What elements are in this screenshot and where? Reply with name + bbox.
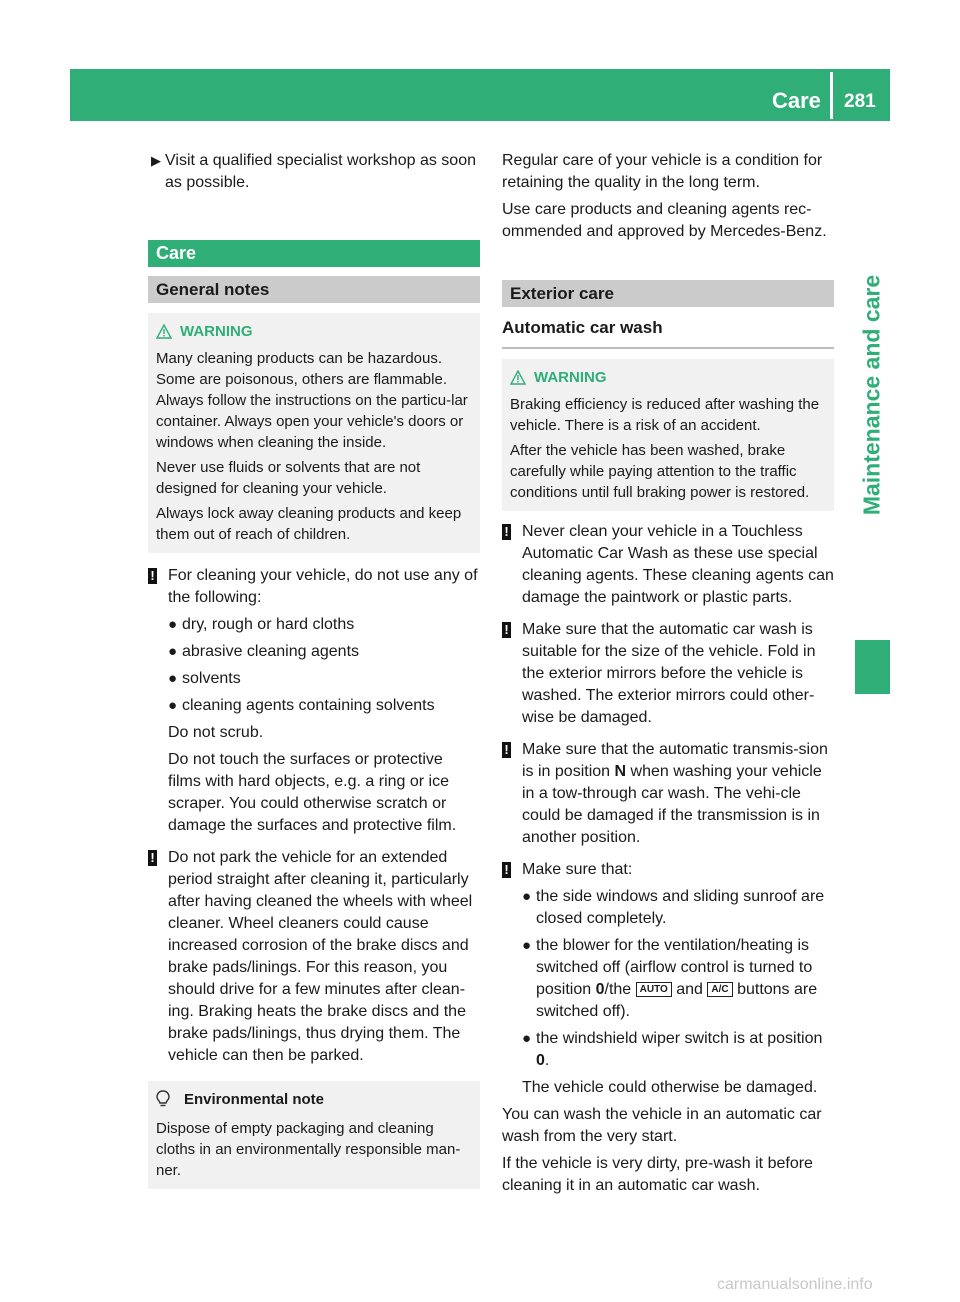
list-item-text: buttons are switched off). <box>536 981 818 1020</box>
header-separator <box>830 72 833 119</box>
warning-triangle-icon <box>510 370 526 391</box>
list-item-text: dry, rough or hard cloths <box>182 616 355 633</box>
note-text: Make sure that the automatic car wash is suitable for the size of the vehicle. Fold in the exterior mirrors before the vehicle is washed. The exterior mirrors could other-wise be damaged. <box>522 621 816 726</box>
header-title: Care <box>772 88 821 113</box>
bullet-icon: ● <box>168 616 178 633</box>
warning-text-1: Many cleaning products can be hazardous. Some are poisonous, others are flammable. Always follow the instructions on the particu-lar container. Always open your vehicle's doors or windows when cleaning the inside. <box>156 350 468 451</box>
exclamation-icon: ! <box>148 850 157 866</box>
bullet-icon: ● <box>522 937 532 954</box>
side-tab <box>855 150 889 640</box>
note-text: Make sure that: <box>522 861 633 878</box>
note-text: For cleaning your vehicle, do not use any of the following: <box>168 567 478 606</box>
list-item-text: and <box>671 981 708 998</box>
list-item <box>502 886 834 930</box>
section-general-notes: General notes <box>148 276 480 303</box>
page-number: 281 <box>844 91 876 112</box>
warning-text-3: Always lock away cleaning products and keep them out of reach of children. <box>156 505 462 543</box>
left-column <box>148 150 480 1189</box>
gear-position-n: N <box>614 763 627 780</box>
exclamation-icon: ! <box>502 862 511 878</box>
warning-title: WARNING <box>180 323 253 340</box>
note-item <box>502 859 834 1099</box>
bullet-icon: ● <box>522 1030 532 1047</box>
arrow-icon: ▶ <box>151 153 161 168</box>
note-text-part: when washing your vehicle in a tow-through car wash. The vehi-cle could be damaged if the transmission is in another position. <box>522 763 822 846</box>
side-tab-label: Maintenance and care <box>858 274 885 516</box>
list-item-text: solvents <box>182 670 241 687</box>
header-bar <box>70 69 890 121</box>
list-item-text: the side windows and sliding sunroof are closed completely. <box>536 888 825 927</box>
note-text: Do not touch the surfaces or protective films with hard objects, e.g. a ring or ice scraper. You could otherwise scratch or damage the surfaces and protective film. <box>168 751 457 834</box>
bullet-icon: ● <box>168 643 178 660</box>
list-item <box>502 935 834 1023</box>
bullet-icon: ● <box>522 888 532 905</box>
note-text: Do not scrub. <box>168 724 264 741</box>
environmental-note-heading <box>156 1089 472 1114</box>
position-zero: 0 <box>536 1052 545 1069</box>
note-item <box>502 739 834 849</box>
bullet-icon: ● <box>168 670 178 687</box>
environmental-note-box <box>148 1081 480 1189</box>
exclamation-icon: ! <box>502 742 511 758</box>
section-care: Care <box>148 240 480 267</box>
outro-text-2: If the vehicle is very dirty, pre-wash it before cleaning it in an automatic car wash. <box>502 1155 813 1194</box>
intro-text-2: Use care products and cleaning agents rec-ommended and approved by Mercedes-Benz. <box>502 201 827 240</box>
warning-box <box>148 313 480 553</box>
lightbulb-icon <box>156 1090 170 1114</box>
list-item-text: the blower for the ventilation/heating is switched off (airflow control is turned to position <box>536 937 813 998</box>
list-item-text: abrasive cleaning agents <box>182 643 360 660</box>
step-item <box>148 150 480 194</box>
warning-triangle-icon <box>156 324 172 345</box>
bullet-icon: ● <box>168 697 178 714</box>
warning-box <box>502 359 834 511</box>
note-text: Never clean your vehicle in a Touchless Automatic Car Wash as these use special cleaning agents. These cleaning agents can damage the paintwork or plastic parts. <box>522 523 834 606</box>
footer-watermark: carmanualsonline.info <box>717 1276 873 1293</box>
outro-text-1: You can wash the vehicle in an automatic car wash from the very start. <box>502 1106 822 1145</box>
note-item <box>148 565 480 837</box>
note-text-part: Make sure that the automatic transmis-sion is in position <box>522 741 828 780</box>
warning-text-2: Never use fluids or solvents that are not designed for cleaning your vehicle. <box>156 459 421 497</box>
auto-button-icon: AUTO <box>636 982 672 997</box>
step-text: Visit a qualified specialist workshop as soon as possible. <box>165 152 476 191</box>
exclamation-icon: ! <box>148 568 157 584</box>
intro-text-1: Regular care of your vehicle is a condition for retaining the quality in the long term. <box>502 152 823 191</box>
warning-text-1: Braking efficiency is reduced after washing the vehicle. There is a risk of an accident. <box>510 396 820 434</box>
list-item <box>502 1028 834 1072</box>
warning-text-2: After the vehicle has been washed, brake carefully while paying attention to the traffic conditions until full braking power is restored. <box>510 442 810 501</box>
environmental-note-title: Environmental note <box>184 1091 325 1108</box>
note-text: The vehicle could otherwise be damaged. <box>522 1079 818 1096</box>
list-item <box>168 641 480 663</box>
list-item <box>168 668 480 690</box>
list-item-text: . <box>544 1052 550 1069</box>
environmental-note-text: Dispose of empty packaging and cleaning cloths in an environmentally responsible man-ner. <box>156 1120 461 1179</box>
note-item <box>502 521 834 609</box>
list-item <box>168 695 480 717</box>
section-exterior-care: Exterior care <box>502 280 834 307</box>
list-item-text: the windshield wiper switch is at position <box>536 1030 823 1047</box>
ac-button-icon: A/C <box>707 982 732 997</box>
list-item <box>168 614 480 636</box>
warning-heading <box>510 367 826 391</box>
exclamation-icon: ! <box>502 622 511 638</box>
note-item <box>502 619 834 729</box>
warning-heading <box>156 321 472 345</box>
side-tab-marker <box>855 640 890 694</box>
note-text: Do not park the vehicle for an extended period straight after cleaning it, particularly after having cleaned the wheels with wheel cleaner. Wheel cleaners could cause increased corrosion of the brake discs and brake pads/linings. For this reason, you should drive for a few minutes after clean-ing. Braking heats the brake discs and the brake pads/linings, thus drying them. The vehicle can then be parked. <box>168 849 473 1064</box>
subheading: Automatic car wash <box>502 318 663 337</box>
list-item-text: /the <box>604 981 636 998</box>
right-column <box>502 150 834 1197</box>
list-item-text: cleaning agents containing solvents <box>182 697 435 714</box>
note-item <box>148 847 480 1067</box>
exclamation-icon: ! <box>502 524 511 540</box>
position-zero: 0 <box>595 981 605 998</box>
note-text <box>522 739 834 849</box>
warning-title: WARNING <box>534 369 607 386</box>
